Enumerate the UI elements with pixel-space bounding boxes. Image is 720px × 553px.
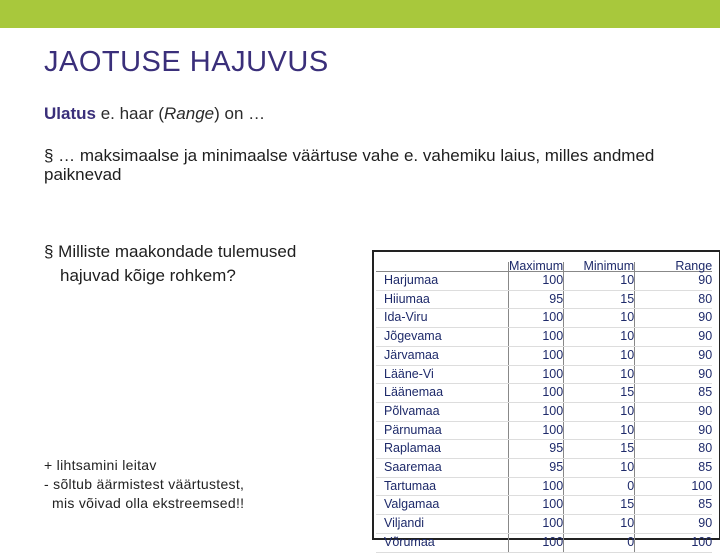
maximum-cell: 100 bbox=[509, 328, 564, 347]
maximum-cell: 100 bbox=[509, 309, 564, 328]
note-line-2: - sõltub äärmistest väärtustest, bbox=[44, 476, 245, 492]
table-row bbox=[376, 272, 712, 291]
minimum-cell: 0 bbox=[564, 533, 635, 552]
table-row bbox=[376, 365, 712, 384]
subheading-tail: ) on … bbox=[214, 104, 266, 123]
range-table-frame bbox=[372, 250, 720, 549]
range-cell: 80 bbox=[635, 290, 713, 309]
range-table bbox=[376, 259, 713, 553]
table-row bbox=[376, 309, 712, 328]
range-cell: 85 bbox=[635, 459, 713, 478]
range-cell: 85 bbox=[635, 384, 713, 403]
bullet-range-definition: § … maksimaalse ja minimaalse väärtuse vahe e. vahemiku laius, milles andmed paiknevad bbox=[44, 146, 655, 184]
header-range: Range bbox=[635, 262, 713, 272]
range-cell: 90 bbox=[635, 346, 713, 365]
county-cell: Saaremaa bbox=[376, 459, 509, 478]
maximum-cell: 95 bbox=[509, 440, 564, 459]
minimum-cell: 10 bbox=[564, 346, 635, 365]
maximum-cell: 100 bbox=[509, 421, 564, 440]
table-row bbox=[376, 346, 712, 365]
table-header-row bbox=[376, 262, 712, 272]
table-body bbox=[376, 272, 712, 553]
maximum-cell: 100 bbox=[509, 365, 564, 384]
subheading bbox=[44, 104, 265, 124]
table-row bbox=[376, 440, 712, 459]
minimum-cell: 10 bbox=[564, 309, 635, 328]
county-cell: Järvamaa bbox=[376, 346, 509, 365]
county-cell: Valgamaa bbox=[376, 496, 509, 515]
maximum-cell: 100 bbox=[509, 384, 564, 403]
county-cell: Pärnumaa bbox=[376, 421, 509, 440]
range-cell: 90 bbox=[635, 272, 713, 291]
minimum-cell: 0 bbox=[564, 477, 635, 496]
minimum-cell: 10 bbox=[564, 365, 635, 384]
minimum-cell: 10 bbox=[564, 402, 635, 421]
table-row bbox=[376, 402, 712, 421]
county-cell: Jõgevama bbox=[376, 328, 509, 347]
minimum-cell: 10 bbox=[564, 272, 635, 291]
note-line-3: mis võivad olla ekstreemsed!! bbox=[52, 495, 245, 511]
minimum-cell: 15 bbox=[564, 440, 635, 459]
county-cell: Võrumaa bbox=[376, 533, 509, 552]
range-cell: 85 bbox=[635, 496, 713, 515]
county-cell: Raplamaa bbox=[376, 440, 509, 459]
header-minimum: Minimum bbox=[564, 262, 635, 272]
range-cell: 80 bbox=[635, 440, 713, 459]
range-cell: 100 bbox=[635, 477, 713, 496]
maximum-cell: 100 bbox=[509, 515, 564, 534]
county-cell: Viljandi bbox=[376, 515, 509, 534]
table-row bbox=[376, 515, 712, 534]
top-accent-bar bbox=[0, 0, 720, 28]
minimum-cell: 10 bbox=[564, 459, 635, 478]
table-row bbox=[376, 477, 712, 496]
note-line-1: + lihtsamini leitav bbox=[44, 457, 157, 473]
maximum-cell: 100 bbox=[509, 533, 564, 552]
maximum-cell: 100 bbox=[509, 272, 564, 291]
maximum-cell: 100 bbox=[509, 346, 564, 365]
range-cell: 100 bbox=[635, 533, 713, 552]
bullet-question-line2: hajuvad kõige rohkem? bbox=[60, 266, 236, 285]
table-row bbox=[376, 384, 712, 403]
maximum-cell: 100 bbox=[509, 477, 564, 496]
range-cell: 90 bbox=[635, 421, 713, 440]
range-cell: 90 bbox=[635, 402, 713, 421]
table-row bbox=[376, 421, 712, 440]
subheading-text: e. haar ( bbox=[95, 104, 165, 123]
subheading-bold: Ulatus bbox=[44, 104, 96, 123]
minimum-cell: 15 bbox=[564, 384, 635, 403]
county-cell: Põlvamaa bbox=[376, 402, 509, 421]
range-cell: 90 bbox=[635, 365, 713, 384]
slide-title: JAOTUSE HAJUVUS bbox=[44, 46, 329, 78]
minimum-cell: 10 bbox=[564, 515, 635, 534]
header-maximum: Maximum bbox=[509, 259, 564, 273]
minimum-cell: 15 bbox=[564, 290, 635, 309]
minimum-cell: 10 bbox=[564, 328, 635, 347]
county-cell: Harjumaa bbox=[376, 272, 509, 291]
maximum-cell: 95 bbox=[509, 459, 564, 478]
county-cell: Hiiumaa bbox=[376, 290, 509, 309]
range-cell: 90 bbox=[635, 309, 713, 328]
county-cell: Ida-Viru bbox=[376, 309, 509, 328]
range-cell: 90 bbox=[635, 515, 713, 534]
table-row bbox=[376, 459, 712, 478]
table-row bbox=[376, 328, 712, 347]
maximum-cell: 95 bbox=[509, 290, 564, 309]
bullet-question bbox=[44, 240, 364, 288]
county-cell: Lääne-Vi bbox=[376, 365, 509, 384]
table-row bbox=[376, 533, 712, 552]
maximum-cell: 100 bbox=[509, 496, 564, 515]
bullet-question-line1: § Milliste maakondade tulemused bbox=[44, 242, 297, 261]
county-cell: Tartumaa bbox=[376, 477, 509, 496]
header-county bbox=[376, 262, 509, 272]
minimum-cell: 15 bbox=[564, 496, 635, 515]
pros-cons-note bbox=[44, 456, 344, 513]
table-row bbox=[376, 290, 712, 309]
range-cell: 90 bbox=[635, 328, 713, 347]
maximum-cell: 100 bbox=[509, 402, 564, 421]
minimum-cell: 10 bbox=[564, 421, 635, 440]
subheading-italic: Range bbox=[164, 104, 215, 123]
county-cell: Läänemaa bbox=[376, 384, 509, 403]
table-row bbox=[376, 496, 712, 515]
